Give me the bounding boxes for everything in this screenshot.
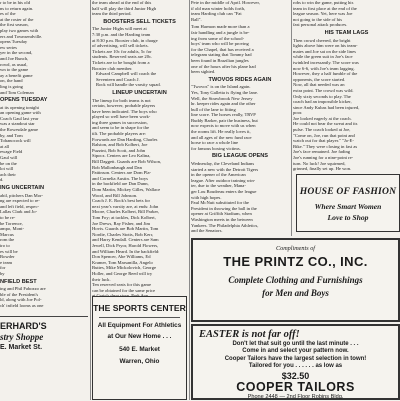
text-line: Puzzini, Bob Scott, and John xyxy=(92,148,187,154)
sports-center-title: THE SPORTS CENTER xyxy=(93,303,186,314)
text-line: Tickets are 10c for adults, 5c for xyxy=(92,49,187,55)
text-line: fast personal attack produces. xyxy=(293,22,400,28)
text-line: Yes, Tony Galletta is flying the lane. xyxy=(191,90,289,96)
text-line: Ten reserved seats for this game xyxy=(92,282,187,288)
printz-ad xyxy=(191,238,400,322)
text-line: Bill Daggett. Guards are Bob Wilson, xyxy=(92,159,187,165)
text-line: bull of the lane to fitting xyxy=(191,107,289,113)
text-line: and Harry Kendall. Centers are Sam xyxy=(92,237,187,243)
text-line: with high hopes. xyxy=(191,195,289,201)
col3-heading-big: BIG LEAGUE OPENS xyxy=(191,153,289,160)
text-line: Wednesday, the Cleveland Indians xyxy=(191,161,289,167)
text-line: the first season, xyxy=(0,22,88,28)
text-line: at 8:30 p.m. Booster club, in charge xyxy=(92,38,187,44)
column-4 xyxy=(293,0,400,172)
text-line: ng are expected to re- xyxy=(0,198,88,204)
text-line: Hovis. Guards are Bob Martin, Tom xyxy=(92,226,187,232)
col3-big-league-text-2 xyxy=(191,200,289,234)
text-line: for xyxy=(0,265,88,271)
col3-twovos-text xyxy=(191,84,289,151)
text-line: ns to return again. xyxy=(0,6,88,12)
printz-label: Compliments of xyxy=(193,245,398,253)
text-line: for famous boxing victims. xyxy=(191,146,289,152)
text-line: league. After outdoor training win- xyxy=(191,178,289,184)
cooper-line3: Cooper Tailors have the largest selection in town! xyxy=(193,356,398,363)
cooper-tailors-ad xyxy=(191,324,400,400)
text-line: Paul McNutt substituted for the xyxy=(191,200,289,206)
house-of-fashion-line2: Love to Shop xyxy=(297,213,399,223)
col1-heading-opens: OPENS TUESDAY xyxy=(0,97,88,104)
text-line: turn. No luck! Joe squirmed, xyxy=(293,161,400,167)
text-line: ld, along with Joe Pol- xyxy=(0,297,88,303)
house-of-fashion-title: HOUSE OF FASHION xyxy=(297,186,399,198)
sports-center-line3: 540 E. Market xyxy=(93,343,186,357)
text-line: ing and Phil Fabozzo are xyxy=(0,286,88,292)
text-line: and seem to be in shape for the xyxy=(92,125,187,131)
text-line: lot will xyxy=(0,166,88,172)
text-line: President in throwing the ball in the xyxy=(191,206,289,212)
text-line: Moore, Charles Kolbert, Bill Parker, xyxy=(92,209,187,215)
text-line: Joe's face remained. Joe fading xyxy=(293,149,400,155)
text-line: for the Chapel, that has received a xyxy=(191,47,289,53)
text-line: line score. The horses really, TRVP xyxy=(191,112,289,118)
text-line: and left field, respec- xyxy=(0,204,88,210)
text-line: if old man winter holds forth, xyxy=(191,6,289,12)
text-line: their luck. xyxy=(92,277,187,283)
col1-footer-line2: stry Shoppe xyxy=(0,332,88,343)
text-line: telegram stating that Tommy had xyxy=(191,52,289,58)
col2-intro xyxy=(92,0,187,17)
text-line: ter, due to the weather, Mana- xyxy=(191,183,289,189)
cooper-price: $32.50 xyxy=(193,371,398,381)
text-line: league season. Yet, here was Joe xyxy=(293,11,400,17)
text-line: Kramer, Tom Marsanilla, Angelo xyxy=(92,260,187,266)
text-line: Coach J. E. Rock's best bets for xyxy=(92,198,187,204)
cooper-name: COOPER TAILORS xyxy=(193,381,398,394)
text-line: Coach Gaul last year xyxy=(0,116,88,122)
text-line: grinned, finally set up. He won. xyxy=(293,166,400,172)
text-line: of advertising, will sell tickets. xyxy=(92,43,187,49)
text-line: and all ages of the new fund race xyxy=(191,135,289,141)
text-line: Tom Harmon made more than a xyxy=(191,24,289,30)
text-line: Forwards are Dan Harding, Charles xyxy=(92,137,187,143)
text-line: by, and Tom xyxy=(0,133,88,139)
text-line: and Joe Bunch, xyxy=(0,56,88,62)
text-line: can be obtained for the same price xyxy=(92,288,187,294)
col4-legs-text-2 xyxy=(293,116,400,172)
text-line: Edward Campbell will coach the xyxy=(92,71,187,77)
text-line: now expects to move with us when xyxy=(191,123,289,129)
text-line: ers and Townsendville. xyxy=(0,34,88,40)
col1-footer-ad xyxy=(0,316,88,352)
text-line: team the third period. xyxy=(92,11,187,17)
sports-center-line1: All Equipment For Athletics xyxy=(93,321,186,331)
text-line: ach their xyxy=(0,172,88,178)
text-line: Dom Martin, Mickey Gilles, Wallace xyxy=(92,187,187,193)
text-line: Marcus xyxy=(0,232,88,238)
text-line: ger Lou Boudreau enters the league xyxy=(191,189,289,195)
text-line: Then crowd cheered, the bright xyxy=(293,38,400,44)
printz-line2: for Men and Boys xyxy=(193,287,398,299)
text-line: Jewell, Dick Pryor, Harold Flowers, xyxy=(92,243,187,249)
text-line: now 6-6, with Joe's team lagging. xyxy=(293,66,400,72)
text-line: Joe Drews, Ray Fisher, and Jim xyxy=(92,221,187,227)
house-of-fashion-ad xyxy=(296,174,400,232)
text-line: and Tom Coleman xyxy=(0,90,88,96)
column-3 xyxy=(191,0,289,236)
text-line: d. xyxy=(0,177,88,183)
text-line: and the Senators. xyxy=(191,228,289,234)
text-line: "Twovos" is on the Island again. xyxy=(191,84,289,90)
col1-pitchers-text xyxy=(0,193,88,277)
text-line: Ralston, and Bob Kolbert, Joe xyxy=(92,142,187,148)
text-line: started a new with the Detroit Tigers xyxy=(191,167,289,173)
text-line: while the green suit in Joe's face xyxy=(293,54,400,60)
text-line: watch out for that player." "Jo-E- xyxy=(293,138,400,144)
text-line: iro to xyxy=(0,243,88,249)
text-line: Buddy Barker, pair the business, but xyxy=(191,118,289,124)
sports-center-line2: at Our New Home . . . xyxy=(93,331,186,343)
col1-second-text xyxy=(0,286,88,303)
col2-tickets-text xyxy=(92,26,187,71)
text-line: students. Reserved seats are 20c. xyxy=(92,54,187,60)
text-line: Seventeen and Coach J. xyxy=(92,77,187,83)
col4-intro xyxy=(293,0,400,28)
text-line: extra point. The crowd was wild. xyxy=(293,88,400,94)
text-line: at its opening tonight xyxy=(0,105,88,111)
text-line: since Andy Kubas had been injured, xyxy=(293,105,400,111)
cooper-phone: Phone 2448 — 2nd Floor Robins Bldg. xyxy=(193,394,398,401)
text-line: to be re- xyxy=(0,215,88,221)
col1-heading-pitchers: ING UNCERTAIN xyxy=(0,185,88,192)
col3-harmon-text xyxy=(191,24,289,74)
text-line: coach had an impossible kicker, xyxy=(293,99,400,105)
text-line: at the roster of the xyxy=(0,17,88,23)
sports-center-line4: Warren, Ohio xyxy=(93,357,186,367)
text-line: Sipocz. Centers are Leo Kalina, xyxy=(92,153,187,159)
text-line: tilt. The probable players are: xyxy=(92,131,187,137)
text-line: one of the hours after his plane had xyxy=(191,64,289,70)
text-line: ampo, Mont- xyxy=(0,226,88,232)
text-line: Wood, and Bill Johnson. xyxy=(92,193,187,199)
text-line: Yankees. The Philadelphia Athletics, xyxy=(191,223,289,229)
house-of-fashion-line1: Where Smart Women xyxy=(297,201,399,213)
text-line: Gaul will xyxy=(0,155,88,161)
col1-heading-second: NFIELD BEST xyxy=(0,279,88,286)
cooper-line2: Come in and select your pattern now. xyxy=(193,348,398,355)
text-line: However, they a half fumble of the xyxy=(293,71,400,77)
text-line: Washington meets in the between xyxy=(191,217,289,223)
text-line: Bob Mallonbaugh and Dan xyxy=(92,165,187,171)
col3-heading-twovos: TWOVOS RIDES AGAIN xyxy=(191,77,289,84)
cooper-line1: Don't let that suit go until the last minute . . . xyxy=(193,341,398,348)
text-line: hr. keeper rides again and the other xyxy=(191,101,289,107)
text-line: Nordie, Charles Stotts, Bob Kerr, xyxy=(92,232,187,238)
printz-title: THE PRINTZ CO., INC. xyxy=(193,253,398,270)
col2-lineup-text-2 xyxy=(92,198,187,282)
text-line: Joe looked eagerly at the coach. xyxy=(293,116,400,122)
text-line: be Torrence, xyxy=(0,221,88,227)
column-rule-1 xyxy=(90,0,91,400)
text-line: robs to win the game, putting his xyxy=(293,0,400,6)
text-line: Buttes, Mike Mickolovich, George xyxy=(92,265,187,271)
text-line: r to be in his old xyxy=(0,0,88,6)
text-line: the team ahead at the end of this xyxy=(92,0,187,6)
col1-tail-line: ch' infield looms as one xyxy=(0,303,88,309)
text-line: The Junior Highs will meet at xyxy=(92,26,187,32)
text-line: by xyxy=(0,271,88,277)
text-line: ble of the President's xyxy=(0,292,88,298)
col2-tickets-text-2 xyxy=(92,71,187,88)
text-line: in the opener of the American xyxy=(191,172,289,178)
text-line: Joe's running for a nine-point re- xyxy=(293,155,400,161)
text-line: be on the xyxy=(0,161,88,167)
text-line: team in first place at the end of the xyxy=(293,6,400,12)
text-line: Tohanocock will xyxy=(0,138,88,144)
text-line: pulse. The coach looked at Joe, xyxy=(293,127,400,133)
text-line: Rock will handle the varsity squad. xyxy=(92,82,187,88)
text-line: Tickets are to be bought from a xyxy=(92,60,187,66)
column-1 xyxy=(0,0,88,400)
text-line: opens Tuesday xyxy=(0,39,88,45)
col2-heading-lineup: LINEUP UNCERTAIN xyxy=(92,90,187,97)
text-line: Tom Foy; at tackles, Dick Kolbert, xyxy=(92,215,187,221)
text-line: 7:30 p.m. and the Harding team xyxy=(92,32,187,38)
text-line: "Come on, Joe, run that point and xyxy=(293,133,400,139)
col1-footer-line3: E. Market St. xyxy=(0,343,88,352)
text-line: yer in the second, xyxy=(0,50,88,56)
text-line: The lineup for both teams is not xyxy=(92,98,187,104)
text-line: certain, however, probable players xyxy=(92,103,187,109)
text-line: ew series xyxy=(0,45,88,51)
text-line: and William Heard. In the backfield: xyxy=(92,249,187,255)
text-line: the Rowesdale game xyxy=(0,127,88,133)
text-line: He could not bear the sweat and its xyxy=(293,121,400,127)
column-rule-3 xyxy=(291,0,292,236)
text-line: played so well have been work- xyxy=(92,114,187,120)
text-line: mates and Joe sat on the side lines xyxy=(293,49,400,55)
cooper-line4: Tailored for you . . . . . . as low as xyxy=(193,363,398,370)
text-line: abil, pitchers Dan Mor- xyxy=(0,193,88,199)
text-line: team Harding club can "Fat xyxy=(191,11,289,17)
text-line: es will be xyxy=(0,249,88,255)
text-line: ing three games in succession, xyxy=(92,120,187,126)
text-line: have been indicated. The boys who xyxy=(92,109,187,115)
text-line: Now, all that needed was an xyxy=(293,82,400,88)
text-line: opener at Griffith Stadium, when xyxy=(191,211,289,217)
col4-heading-legs: HIS TEAM LAGS xyxy=(293,30,400,37)
cooper-headline: EASTER is not far off! xyxy=(193,328,398,341)
text-line: Only sixty seconds to play. The xyxy=(293,94,400,100)
text-line: an opening game with xyxy=(0,110,88,116)
text-line: been sighted. xyxy=(191,69,289,75)
col1-footer-line1: ERHARD'S xyxy=(0,321,88,332)
text-line: ing from some of the school- xyxy=(191,36,289,42)
text-line: fair handling and a jungle is be- xyxy=(191,30,289,36)
text-line: wn to the game xyxy=(0,67,88,73)
text-line: boys' team who will be proving xyxy=(191,41,289,47)
col1-opens-text xyxy=(0,105,88,183)
text-line: Pattinson. Centers are Dom Pla- xyxy=(92,170,187,176)
text-line: was a standout star xyxy=(0,121,88,127)
sports-center-ad xyxy=(92,296,187,400)
text-line: and Cornelia Austin. The boys xyxy=(92,176,187,182)
text-line: Lallas Clark and Jo- xyxy=(0,209,88,215)
text-line: been found in Brazilian jungles xyxy=(191,58,289,64)
text-line: lights above him were on his team- xyxy=(293,43,400,49)
col1-intro xyxy=(0,0,88,95)
text-line: horse to race a whole line xyxy=(191,140,289,146)
text-line: twinkled incessantly. The score was xyxy=(293,60,400,66)
text-line: play two games with xyxy=(0,28,88,34)
text-line: Holler, and George Reed will try xyxy=(92,271,187,277)
text-line: Don Spencer, Abe Williams, Ed xyxy=(92,254,187,260)
col2-lineup-text xyxy=(92,98,187,199)
text-line: e team xyxy=(0,260,88,266)
text-line: ewage Field xyxy=(0,149,88,155)
text-line: poor. xyxy=(293,110,400,116)
col3-big-league-text xyxy=(191,161,289,200)
col2-heading-tickets: BOOSTERS SELL TICKETS xyxy=(92,19,187,26)
text-line: at all xyxy=(0,144,88,150)
column-rule-2 xyxy=(189,0,190,400)
text-line: on, the hand xyxy=(0,78,88,84)
text-line: next year's varsity are, at ends: John xyxy=(92,204,187,210)
text-line: opponents, the score started. xyxy=(293,77,400,83)
col3-intro xyxy=(191,0,289,22)
text-line: ling is going xyxy=(0,84,88,90)
text-line: in the backfield are Dan Dunn, xyxy=(92,181,187,187)
text-line: Bowder xyxy=(0,254,88,260)
text-line: rom the xyxy=(0,237,88,243)
text-line: Bike." They were closing in fast as xyxy=(293,144,400,150)
text-line: ay a benefit game xyxy=(0,73,88,79)
text-line: Well, the Strawbrook New Jersey xyxy=(191,96,289,102)
text-line: Ball". xyxy=(191,17,289,23)
text-line: not going to the side of his xyxy=(293,17,400,23)
text-line: es of the xyxy=(0,11,88,17)
text-line: Pete in the middle of April. However, xyxy=(191,0,289,6)
text-line: Booster club member. xyxy=(92,66,187,72)
text-line: rowd, as usual, xyxy=(0,62,88,68)
col4-legs-text xyxy=(293,38,400,116)
text-line: half will play the third Junior High xyxy=(92,6,187,12)
printz-line1: Complete Clothing and Furnishings xyxy=(193,274,398,287)
text-line: the rooms lift. He really loves it, xyxy=(191,129,289,135)
